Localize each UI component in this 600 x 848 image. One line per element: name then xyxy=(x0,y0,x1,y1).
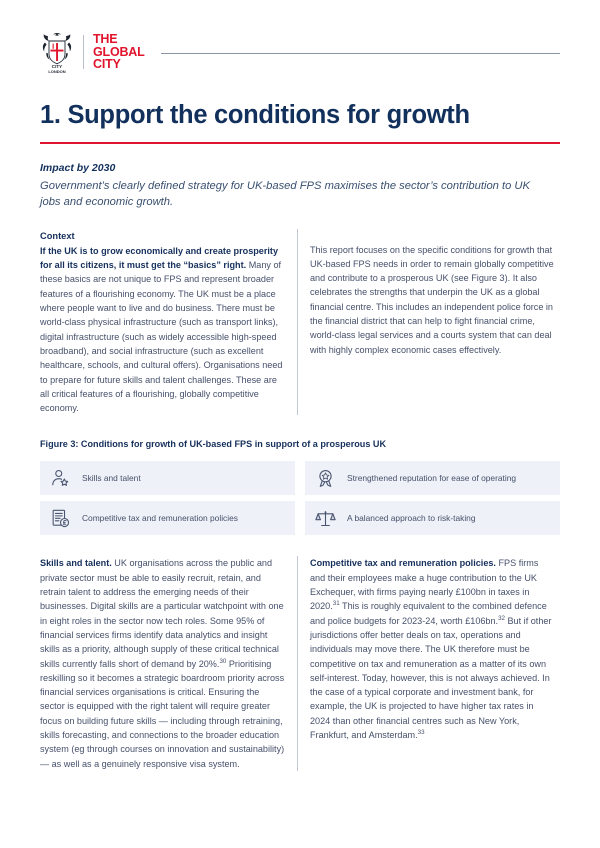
figure-conditions-grid xyxy=(40,461,560,535)
the-global-city-wordmark xyxy=(93,33,145,71)
detail-left-text-1: UK organisations across the public and private sector must be able to easily recruit, retain, and retrain talent to address the emerging needs of their businesses. Digital skills are a particular watchpoint with one in eight roles in the sector now tech roles. Some 95% of financial services firms identify data analytics and insight skills as a priority, although supply of these critical technical skills currently falls short of demand by 20%. xyxy=(40,558,284,669)
balance-scales-icon xyxy=(314,507,336,529)
footnote-ref-33: 33 xyxy=(417,728,425,736)
detail-left-column xyxy=(40,556,285,770)
crest-caption-top: CITY xyxy=(51,64,63,70)
detail-left-paragraph xyxy=(40,556,285,770)
header-rule xyxy=(161,53,560,54)
detail-right-text-3: But if other jurisdictions offer better deals on tax, operations and individuals may move there. The UK therefore must be competitive on tax and remuneration as a matter of its own self-interest. Today, however, this is not always achieved. In the case of a typical corporate and investment bank, for example, the UK is projected to have higher tax rates in 2024 than other financial centres such as New York, Frankfurt, and Amsterdam. xyxy=(310,615,552,741)
impact-statement: Government’s clearly defined strategy for UK-based FPS maximises the sector’s contribution to UK jobs and economic growth. xyxy=(40,179,530,209)
context-section xyxy=(40,229,560,416)
context-left-body: Many of these basics are not unique to FPS and represent broader features of a flourishing economy. The UK must be a place where people want to live and do business. There must be world-class physical infrastructure (such as transport links), digital infrastructure (such as widely accessible high-speed broadband), and social infrastructure (such as excellent healthcare, schools, and cultural offers). Organisations need to prepare for future skills and talent challenges. These are all critical features of a flourishing, globally competitive economy. xyxy=(40,260,283,414)
detail-right-heading: Competitive tax and remuneration policies. xyxy=(310,558,496,569)
condition-label: A balanced approach to risk-taking xyxy=(347,512,476,523)
detail-right-text-1: FPS firms and their employees make a huge contribution to the UK Exchequer, with firms paying nearly £100bn in taxes in 2020. xyxy=(310,558,539,612)
footnote-ref-31: 31 xyxy=(332,600,340,608)
wordmark-line-the: THE xyxy=(93,32,118,47)
detail-right-paragraph xyxy=(310,556,555,742)
condition-label: Strengthened reputation for ease of operating xyxy=(347,472,517,483)
context-right-column xyxy=(310,229,555,416)
detail-right-column xyxy=(310,556,555,770)
context-left-column xyxy=(40,229,285,416)
context-column-divider xyxy=(297,229,298,416)
detail-right-text-2: This is roughly equivalent to the combined defence and police budgets for 2023-24, worth £106bn. xyxy=(310,601,547,626)
figure-column-right xyxy=(305,461,560,535)
detail-left-text-2: Prioritising reskilling so it becomes a strategic boardroom priority across financial services organisations is critical. Ensuring the sector is equipped with the right talent will require greater focus on building future skills — including through retraining, skills forecasting, and connections to the broader education system (eg through courses on innovation and sustainability) — as well as a genuinely responsive visa system. xyxy=(40,658,285,769)
figure-caption: Figure 3: Conditions for growth of UK-based FPS in support of a prosperous UK xyxy=(40,439,387,450)
context-lead-sentence: If the UK is to grow economically and create prosperity for all its citizens, it must get the “basics” right. xyxy=(40,245,279,271)
condition-label: Skills and talent xyxy=(82,472,141,483)
condition-label: Competitive tax and remuneration policies xyxy=(82,512,238,523)
footnote-ref-32: 32 xyxy=(498,614,505,622)
award-rosette-icon xyxy=(314,467,336,489)
condition-balanced-risk-taking xyxy=(305,501,560,535)
wordmark-line-city: CITY xyxy=(93,57,121,72)
wordmark-line-global: GLOBAL xyxy=(93,44,145,59)
context-left-paragraph xyxy=(40,244,285,416)
condition-strengthened-reputation xyxy=(305,461,560,495)
detail-column-divider xyxy=(297,556,298,770)
detail-section xyxy=(40,556,560,770)
person-star-icon xyxy=(49,467,71,489)
page-title: 1. Support the conditions for growth xyxy=(40,101,470,129)
page-header xyxy=(40,26,560,78)
impact-section xyxy=(40,161,560,211)
detail-left-heading: Skills and talent. xyxy=(40,558,112,569)
document-pound-coin-icon xyxy=(49,507,71,529)
crest-caption-bottom: LONDON xyxy=(48,69,66,74)
footnote-ref-30: 30 xyxy=(219,657,227,665)
condition-skills-and-talent xyxy=(40,461,295,495)
figure-column-left xyxy=(40,461,295,535)
context-right-paragraph: This report focuses on the specific conditions for growth that UK-based FPS needs in order to remain globally competitive and contribute to a prosperous UK (see Figure 3). It also celebrates the strengths that underpin the UK as a global financial centre. This includes an independent police force in the financial district that can help to fight financial crime, world-class legal services and a courts system that can deal with highly complex economic cases effectively. xyxy=(310,244,554,355)
impact-label: Impact by 2030 xyxy=(40,161,116,174)
logo-divider xyxy=(83,35,84,69)
city-of-london-crest-icon xyxy=(40,32,74,72)
context-heading: Context xyxy=(40,230,75,241)
condition-competitive-tax xyxy=(40,501,295,535)
title-underline-rule xyxy=(40,142,560,144)
